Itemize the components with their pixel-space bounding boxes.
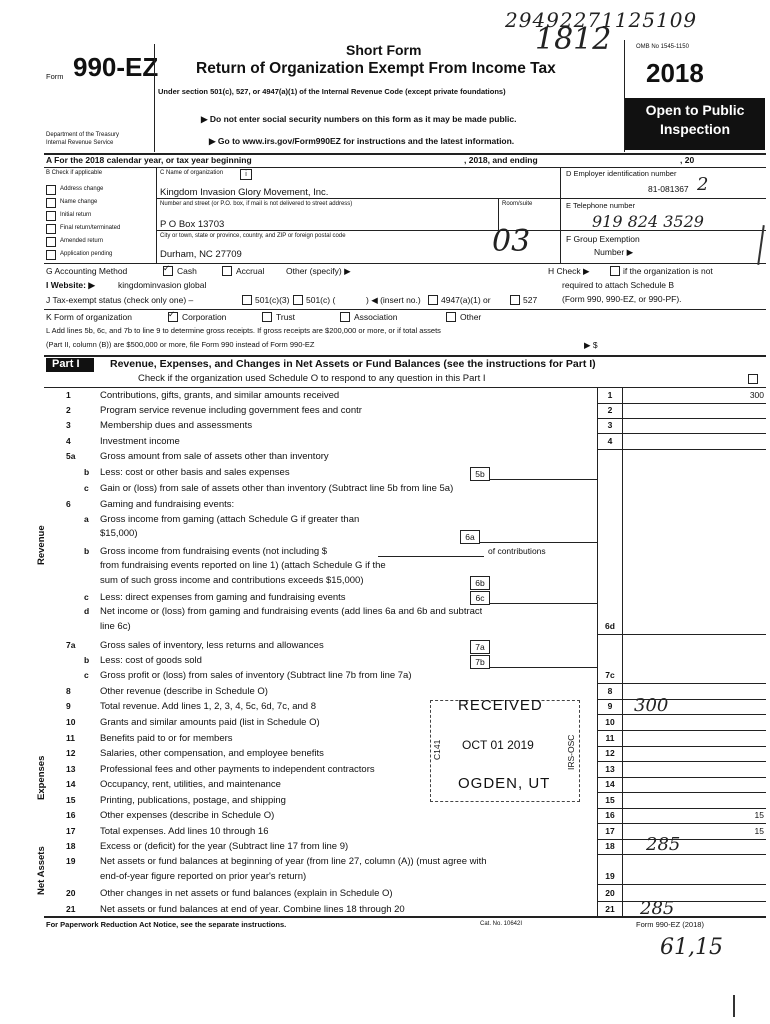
- other-method-label: Other (specify) ▶: [286, 266, 351, 276]
- line-number: 16: [66, 810, 76, 820]
- line-h-text4: (Form 990, 990-EZ, or 990-PF).: [562, 294, 682, 304]
- bottom-pen-mark: [733, 995, 735, 1017]
- line-box-number: 11: [605, 733, 615, 743]
- checkbox-501c3[interactable]: [242, 295, 252, 305]
- line-description: Total expenses. Add lines 10 through 16: [100, 826, 269, 837]
- line-description: Benefits paid to or for members: [100, 733, 233, 744]
- line-number: 5a: [66, 451, 76, 461]
- line-description: Contributions, gifts, grants, and similar amounts received: [100, 390, 340, 401]
- line-box-number: 15: [605, 795, 615, 805]
- amount-rule: [597, 746, 766, 747]
- opt-4947: 4947(a)(1) or: [441, 295, 491, 305]
- expenses-side-label: Expenses: [36, 755, 47, 800]
- received-date: OCT 01 2019: [462, 738, 534, 752]
- opt-501c: 501(c) (: [306, 295, 336, 305]
- checkbox-schedule-o[interactable]: [748, 374, 758, 384]
- org-name-label: C Name of organization: [160, 170, 224, 176]
- line-a-end: , 20: [680, 155, 695, 165]
- corporation-check-mark: ✓: [168, 309, 176, 319]
- opt-527: 527: [523, 295, 538, 305]
- amount-rule: [597, 777, 766, 778]
- line-number: 2: [66, 405, 71, 415]
- city-value: Durham, NC 27709: [160, 249, 242, 260]
- tax-exempt-label: J Tax-exempt status (check only one) –: [46, 295, 194, 305]
- line-number: 17: [66, 826, 76, 836]
- cash-check-mark: ✓: [163, 263, 171, 273]
- line-h-check: H Check ▶: [548, 266, 590, 276]
- line-number: 19: [66, 856, 76, 866]
- line-box-number: 17: [605, 826, 615, 836]
- line-description: Gross profit or (loss) from sales of inventory (Subtract line 7b from line 7a): [100, 670, 412, 681]
- line-h-text2: if the organization is not: [623, 266, 713, 276]
- line-description: end-of-year figure reported on prior year's return): [100, 871, 307, 882]
- line-number: 21: [66, 904, 76, 914]
- line-description: Less: cost or other basis and sales expenses: [100, 467, 290, 478]
- open-to-public-1: Open to Public: [645, 102, 745, 118]
- line-sub-letter: b: [84, 655, 90, 665]
- line-sub-letter: b: [84, 546, 90, 556]
- handwritten-line9: 300: [634, 695, 669, 716]
- inner-box-6c: 6c: [470, 591, 490, 605]
- line-amount[interactable]: 15: [754, 826, 764, 836]
- ein-value: 81-081367: [648, 184, 689, 194]
- cash-label: Cash: [177, 266, 197, 276]
- handwritten-code: 03: [492, 224, 531, 259]
- omb-number: OMB No 1545-1150: [636, 44, 689, 50]
- form-org-label: K Form of organization: [46, 312, 132, 322]
- org-name: Kingdom Invasion Glory Movement, Inc.: [160, 187, 329, 198]
- city-label: City or town, state or province, country, and ZIP or foreign postal code: [160, 233, 346, 239]
- phone-label: E Telephone number: [566, 201, 636, 210]
- inner-box-6a: 6a: [460, 530, 480, 544]
- line-description: Net assets or fund balances at beginning of year (from line 27, column (A)) (must agree with: [100, 856, 487, 867]
- line-description: Gross amount from sale of assets other than inventory: [100, 451, 329, 462]
- line-box-number: 2: [607, 405, 613, 415]
- footer-cat-no: Cat. No. 10642I: [480, 921, 523, 927]
- rule-c1: [156, 198, 560, 199]
- line-box-number: 8: [607, 686, 613, 696]
- line-box-number: 7c: [605, 670, 615, 680]
- rule-part1: [44, 387, 766, 388]
- amount-rule: [597, 403, 766, 404]
- checkbox-schedule-b[interactable]: [610, 266, 620, 276]
- line-box-number: 19: [605, 871, 615, 881]
- line-description: Excess or (deficit) for the year (Subtract line 17 from line 9): [100, 841, 349, 852]
- amount-rule: [597, 418, 766, 419]
- accounting-method-label: G Accounting Method: [46, 266, 128, 276]
- line-description: Less: cost of goods sold: [100, 655, 202, 666]
- line-description: Gross income from gaming (attach Schedule G if greater than: [100, 514, 360, 525]
- line-description: Program service revenue including government fees and contr: [100, 405, 362, 416]
- line-description: Printing, publications, postage, and shipping: [100, 795, 286, 806]
- checkbox-trust[interactable]: [262, 312, 272, 322]
- checkbox-final-return[interactable]: [46, 224, 56, 234]
- line-description: Occupancy, rent, utilities, and maintenance: [100, 779, 281, 790]
- inner-box-7a: 7a: [470, 640, 490, 654]
- rule-j: [44, 309, 766, 310]
- amount-rule: [597, 854, 766, 855]
- application-pending-label: Application pending: [60, 251, 113, 257]
- line-box-number: 18: [605, 841, 615, 851]
- line-l-dollar: ▶ $: [584, 340, 598, 350]
- checkbox-initial-return[interactable]: [46, 211, 56, 221]
- divider-b-c: [156, 167, 157, 263]
- line-sub-letter: c: [84, 483, 89, 493]
- line-box-number: 16: [605, 810, 615, 820]
- corporation-label: Corporation: [182, 312, 227, 322]
- box-col-right: [622, 388, 623, 916]
- inner-rule-6c: [490, 603, 597, 604]
- title-short: Short Form: [346, 42, 422, 58]
- line-description: line 6c): [100, 621, 131, 632]
- handwritten-batch: 1812: [535, 22, 612, 57]
- checkbox-other-org[interactable]: [446, 312, 456, 322]
- line-description: Membership dues and assessments: [100, 420, 253, 431]
- handwritten-line18: 285: [646, 834, 681, 855]
- line-box-number: 6d: [605, 621, 615, 631]
- amount-rule: [597, 449, 766, 450]
- line-box-number: 1: [607, 390, 613, 400]
- open-to-public-2: Inspection: [659, 121, 730, 137]
- amount-rule: [597, 917, 766, 918]
- amount-rule: [597, 808, 766, 809]
- line-box-number: 21: [605, 904, 615, 914]
- line-box-number: 3: [607, 420, 613, 430]
- trust-label: Trust: [276, 312, 296, 322]
- line-description: Investment income: [100, 436, 180, 447]
- part1-title: Revenue, Expenses, and Changes in Net Assets or Fund Balances (see the instructions for Part I): [110, 358, 596, 370]
- line-sub-letter: c: [84, 670, 89, 680]
- footer-paperwork: For Paperwork Reduction Act Notice, see the separate instructions.: [46, 920, 287, 929]
- ein-label: D Employer identification number: [566, 169, 677, 178]
- line-description: Gross income from fundraising events (not including $: [100, 546, 328, 557]
- contrib-fill-line: [378, 556, 484, 557]
- amount-rule: [597, 714, 766, 715]
- group-number-label: Number ▶: [594, 247, 634, 257]
- accrual-label: Accrual: [236, 266, 265, 276]
- of-contributions: of contributions: [488, 546, 546, 556]
- amount-rule: [597, 823, 766, 824]
- rule-d: [560, 198, 766, 199]
- room-suite-label: Room/suite: [502, 201, 533, 207]
- checkbox-association[interactable]: [340, 312, 350, 322]
- inner-box-7b: 7b: [470, 655, 490, 669]
- association-label: Association: [354, 312, 398, 322]
- line-number: 12: [66, 748, 76, 758]
- line-number: 3: [66, 420, 71, 430]
- checkbox-527[interactable]: [510, 295, 520, 305]
- line-number: 15: [66, 795, 76, 805]
- line-description: Salaries, other compensation, and employee benefits: [100, 748, 324, 759]
- divider-c-d: [560, 167, 561, 263]
- checkbox-accrual[interactable]: [222, 266, 232, 276]
- dln-stamp: 29492271125109: [505, 8, 698, 32]
- final-return-label: Final return/terminated: [60, 225, 121, 231]
- line-amount[interactable]: 15: [754, 810, 764, 820]
- line-number: 14: [66, 779, 76, 789]
- line-l-1: L Add lines 5b, 6c, and 7b to line 9 to determine gross receipts. If gross receipts are $200,000 or more, or if total assets: [46, 326, 441, 335]
- inner-rule-6a: [480, 542, 597, 543]
- line-number: 7a: [66, 640, 76, 650]
- inner-box-5b: 5b: [470, 467, 490, 481]
- line-box-number: 13: [605, 764, 615, 774]
- line-description: Other revenue (describe in Schedule O): [100, 686, 268, 697]
- line-description: Less: direct expenses from gaming and fundraising events: [100, 592, 346, 603]
- checkbox-application-pending[interactable]: [46, 250, 56, 260]
- line-description: from fundraising events reported on line 1) (attach Schedule G if the: [100, 560, 386, 571]
- opt-insert-no: ) ◀ (insert no.): [366, 295, 421, 305]
- line-description: Professional fees and other payments to independent contractors: [100, 764, 375, 775]
- amount-rule: [597, 730, 766, 731]
- notice-website: ▶ Go to www.irs.gov/Form990EZ for instructions and the latest information.: [209, 136, 515, 146]
- line-sub-letter: a: [84, 514, 89, 524]
- line-description: Other expenses (describe in Schedule O): [100, 810, 275, 821]
- info-icon: i: [240, 169, 252, 180]
- line-description: Gross sales of inventory, less returns and allowances: [100, 640, 324, 651]
- irs-label: Internal Revenue Service: [46, 140, 114, 146]
- line-number: 20: [66, 888, 76, 898]
- line-description: Total revenue. Add lines 1, 2, 3, 4, 5c, 6d, 7c, and 8: [100, 701, 317, 712]
- section-b-title: B Check if applicable: [46, 170, 103, 176]
- received-title: RECEIVED: [458, 697, 543, 714]
- address-change-label: Address change: [60, 186, 104, 192]
- website-value: kingdominvasion global: [118, 280, 207, 290]
- header-divider-left: [154, 44, 155, 152]
- received-side-right: IRS-OSC: [566, 734, 576, 770]
- line-number: 4: [66, 436, 71, 446]
- checkbox-4947[interactable]: [428, 295, 438, 305]
- amount-rule: [597, 901, 766, 902]
- line-box-number: 9: [607, 701, 613, 711]
- inner-box-6b: 6b: [470, 576, 490, 590]
- footer-handwritten: 61,15: [660, 935, 723, 960]
- line-number: 9: [66, 701, 71, 711]
- amount-rule: [597, 433, 766, 434]
- tax-year: 2018: [646, 58, 704, 88]
- checkbox-name-change[interactable]: [46, 198, 56, 208]
- footer-form-id: Form 990-EZ (2018): [636, 920, 704, 929]
- opt-501c3: 501(c)(3): [255, 295, 290, 305]
- line-description: $15,000): [100, 528, 138, 539]
- line-number: 6: [66, 499, 71, 509]
- title-main: Return of Organization Exempt From Income Tax: [196, 60, 556, 77]
- line-description: Grants and similar amounts paid (list in Schedule O): [100, 717, 320, 728]
- amended-return-label: Amended return: [60, 238, 104, 244]
- name-change-label: Name change: [60, 199, 98, 205]
- line-number: 11: [66, 733, 75, 743]
- notice-ssn: ▶ Do not enter social security numbers on this form as it may be made public.: [201, 114, 517, 124]
- form-label: Form: [46, 72, 64, 81]
- initial-return-label: Initial return: [60, 212, 92, 218]
- box-col-left: [597, 388, 598, 916]
- line-box-number: 20: [605, 888, 615, 898]
- net-assets-side-label: Net Assets: [36, 846, 47, 895]
- checkbox-address-change[interactable]: [46, 185, 56, 195]
- handwritten-line21: 285: [640, 898, 675, 919]
- line-sub-letter: b: [84, 467, 90, 477]
- dept-treasury: Department of the Treasury: [46, 132, 120, 138]
- rule-a: [44, 167, 766, 168]
- ein-handwritten: 2: [697, 174, 709, 195]
- line-number: 1: [66, 390, 71, 400]
- line-box-number: 12: [605, 748, 615, 758]
- received-side-left: C141: [432, 739, 442, 760]
- line-number: 18: [66, 841, 76, 851]
- line-number: 13: [66, 764, 76, 774]
- inner-rule-5b: [490, 479, 597, 480]
- part1-tag: Part I: [52, 358, 80, 370]
- rule-e: [560, 230, 766, 231]
- line-number: 10: [66, 717, 76, 727]
- line-amount[interactable]: 300: [749, 390, 764, 400]
- inner-rule-7b: [490, 667, 597, 668]
- rule-bcd-bottom: [44, 263, 766, 264]
- line-sub-letter: c: [84, 592, 89, 602]
- line-a-label: A For the 2018 calendar year, or tax year beginning: [46, 155, 252, 165]
- amount-rule: [597, 634, 766, 635]
- line-description: Net income or (loss) from gaming and fundraising events (add lines 6a and 6b and subtract: [100, 606, 483, 617]
- line-description: Other changes in net assets or fund balances (explain in Schedule O): [100, 888, 393, 899]
- website-label: I Website: ▶: [46, 280, 95, 290]
- part1-check-line: Check if the organization used Schedule O to respond to any question in this Part I: [138, 373, 486, 384]
- street-label: Number and street (or P.O. box, if mail is not delivered to street address): [160, 201, 353, 207]
- amount-rule: [597, 792, 766, 793]
- subtitle: Under section 501(c), 527, or 4947(a)(1) of the Internal Revenue Code (except private foundations): [158, 87, 506, 96]
- line-description: sum of such gross income and contributions exceeds $15,000): [100, 575, 364, 586]
- received-place: OGDEN, UT: [458, 775, 551, 792]
- other-org-label: Other: [460, 312, 482, 322]
- line-sub-letter: d: [84, 606, 90, 616]
- amount-rule: [597, 683, 766, 684]
- checkbox-amended-return[interactable]: [46, 237, 56, 247]
- line-box-number: 4: [607, 436, 613, 446]
- amount-rule: [597, 839, 766, 840]
- line-a-mid: , 2018, and ending: [464, 155, 538, 165]
- rule-l: [44, 355, 766, 357]
- checkbox-501c[interactable]: [293, 295, 303, 305]
- amount-rule: [597, 699, 766, 700]
- revenue-side-label: Revenue: [36, 525, 47, 565]
- line-l-2: (Part II, column (B)) are $500,000 or more, file Form 990 instead of Form 990-EZ: [46, 340, 315, 349]
- amount-rule: [597, 761, 766, 762]
- phone-value: 919 824 3529: [592, 212, 704, 231]
- amount-rule: [597, 884, 766, 885]
- line-number: 8: [66, 686, 71, 696]
- line-box-number: 14: [605, 779, 615, 789]
- form-number: 990-EZ: [73, 52, 159, 82]
- line-description: Net assets or fund balances at end of year. Combine lines 18 through 20: [100, 904, 405, 915]
- line-description: Gaming and fundraising events:: [100, 499, 235, 510]
- line-h-text3: required to attach Schedule B: [562, 280, 674, 290]
- margin-pen-mark: [757, 225, 765, 265]
- line-description: Gain or (loss) from sale of assets other than inventory (Subtract line 5b from line 5a): [100, 483, 454, 494]
- line-box-number: 10: [605, 717, 615, 727]
- group-exemption-label: F Group Exemption: [566, 234, 640, 244]
- street-value: P O Box 13703: [160, 219, 225, 230]
